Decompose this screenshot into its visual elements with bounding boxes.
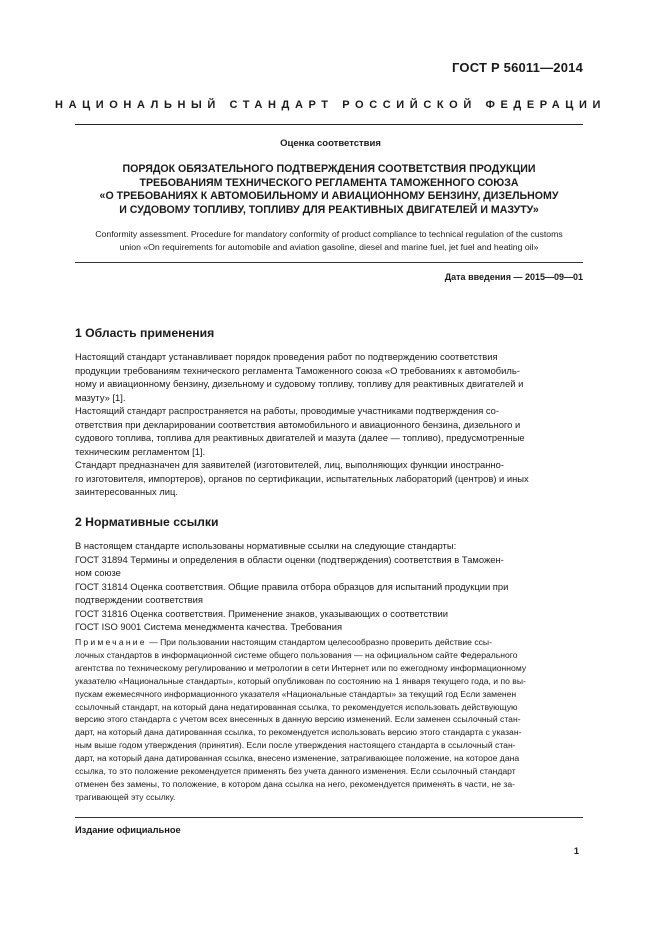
english-title-line: Conformity assessment. Procedure for mandatory conformity of product compliance to technical regulation of the customs [95, 229, 563, 239]
reference-line: ГОСТ 31816 Оценка соответствия. Применение знаков, указывающих о соответствии [75, 607, 448, 619]
section-2-heading: 2 Нормативные ссылки [75, 515, 219, 529]
note-line: указателю «Национальные стандарты», который опубликован по состоянию на 1 января текущего года, и по вы- [75, 675, 526, 686]
note-line: дарт, на который дана датированная ссылка, то рекомендуется использовать версию этого стандарта с указан- [75, 727, 522, 738]
paragraph-line: Стандарт предназначен для заявителей (изготовителей, лиц, выполняющих функции иностранно- [75, 459, 504, 470]
title-line: «О ТРЕБОВАНИЯХ К АВТОМОБИЛЬНОМУ И АВИАЦИОННОМУ БЕНЗИНУ, ДИЗЕЛЬНОМУ [99, 190, 559, 203]
document-title [75, 163, 583, 217]
paragraph-line: техническим регламентом [1]. [75, 445, 206, 457]
note-line: лочных стандартов в информационной системе общего пользования — на официальном сайте Федерального [75, 649, 518, 660]
note-line: трагивающей эту ссылку. [75, 791, 176, 802]
section-1-body [75, 350, 583, 499]
note-line: отменен без замены, то положение, в котором дана ссылка на него, рекомендуется применять в части, не за- [75, 778, 515, 789]
paragraph-line: го изготовителя, импортеров), органов по сертификации, испытательных лабораторий (центров) и иных [75, 472, 529, 484]
title-line: ПОРЯДОК ОБЯЗАТЕЛЬНОГО ПОДТВЕРЖДЕНИЯ СООТВЕТСТВИЯ ПРОДУКЦИИ [122, 163, 536, 175]
note-line: ссылка, то это положение рекомендуется применять без учета данного изменения. Если ссылочный стандарт [75, 766, 516, 777]
english-title [75, 228, 583, 253]
note-line: агентства по техническому регулированию и метрологии в сети Интернет или по ежегодному информационному [75, 662, 527, 673]
note-block [75, 636, 583, 804]
reference-line: ГОСТ ISO 9001 Система менеджмента качества. Требования [75, 621, 343, 632]
note-line: пускам ежемесячного информационного указателя «Национальные стандарты» за текущий год Если заменен [75, 688, 517, 699]
section-1-heading: 1 Область применения [75, 326, 215, 340]
page-number: 1 [573, 846, 579, 856]
note-line: ссылочный стандарт, на который дана недатированная ссылка, то рекомендуется использовать действующую [75, 701, 518, 712]
reference-line: ном союзе [75, 567, 121, 578]
note-label: Примечание [75, 637, 147, 647]
paragraph-line: ответствия при декларировании соответствия автомобильного и авиационного бензина, дизельного и [75, 418, 521, 430]
official-edition-label: Издание официальное [75, 825, 181, 835]
title-line: И СУДОВОМУ ТОПЛИВУ, ТОПЛИВУ ДЛЯ РЕАКТИВНЫХ ДВИГАТЕЛЕЙ И МАЗУТУ» [119, 203, 539, 216]
paragraph-line: мазуту» [1]. [75, 391, 126, 403]
title-divider [75, 262, 583, 263]
paragraph-line: продукции требованиям технического регламента Таможенного союза «О требованиях к автомобиль- [75, 364, 520, 376]
title-line: ТРЕБОВАНИЯМ ТЕХНИЧЕСКОГО РЕГЛАМЕНТА ТАМОЖЕННОГО СОЮЗА [139, 176, 519, 189]
paragraph-line: Настоящий стандарт устанавливает порядок проведения работ по подтверждению соответствия [75, 351, 498, 362]
standard-code: ГОСТ Р 56011—2014 [452, 60, 583, 75]
paragraph-line: Настоящий стандарт распространяется на работы, проводимые участниками подтверждения со- [75, 405, 500, 416]
note-line: версию этого стандарта с учетом всех внесенных в данную версию изменений. Если заменен ссылочный стан- [75, 714, 521, 725]
footer-divider [75, 817, 583, 818]
note-line: дарт, на который дана датированная ссылка, внесено изменение, затрагивающее положение, на которое дана [75, 753, 520, 764]
header-divider [75, 124, 583, 125]
note-line: Примечание — При пользовании настоящим стандартом целесообразно проверить действие ссы- [75, 637, 492, 647]
reference-line: подтверждении соответствия [75, 594, 203, 605]
reference-line: ГОСТ 31894 Термины и определения в области оценки (подтверждения) соответствия в Таможен- [75, 553, 504, 565]
reference-line: ГОСТ 31814 Оценка соответствия. Общие правила отбора образцов для испытаний продукции при [75, 580, 509, 592]
paragraph-line: судового топлива, топлива для реактивных двигателей и мазута (далее — топливо), предусмотренные [75, 432, 525, 443]
note-line: ным выше годом утверждения (принятия). Если после утверждения настоящего стандарта в ссылочный стан- [75, 740, 516, 751]
national-standard-banner: НАЦИОНАЛЬНЫЙ СТАНДАРТ РОССИЙСКОЙ ФЕДЕРАЦИИ [55, 99, 606, 111]
english-title-line: union «On requirements for automobile and aviation gasoline, diesel and marine fuel, jet fuel and heating oil» [119, 241, 539, 252]
introduction-date: Дата введения — 2015—09—01 [444, 272, 583, 282]
section-2-body [75, 539, 583, 634]
subject-heading: Оценка соответствия [280, 138, 381, 149]
paragraph-line: заинтересованных лиц. [75, 486, 178, 497]
reference-line: В настоящем стандарте использованы нормативные ссылки на следующие стандарты: [75, 540, 457, 551]
paragraph-line: ному и авиационному бензину, дизельному и судовому топливу, топливу для реактивных двигателей и [75, 378, 524, 389]
